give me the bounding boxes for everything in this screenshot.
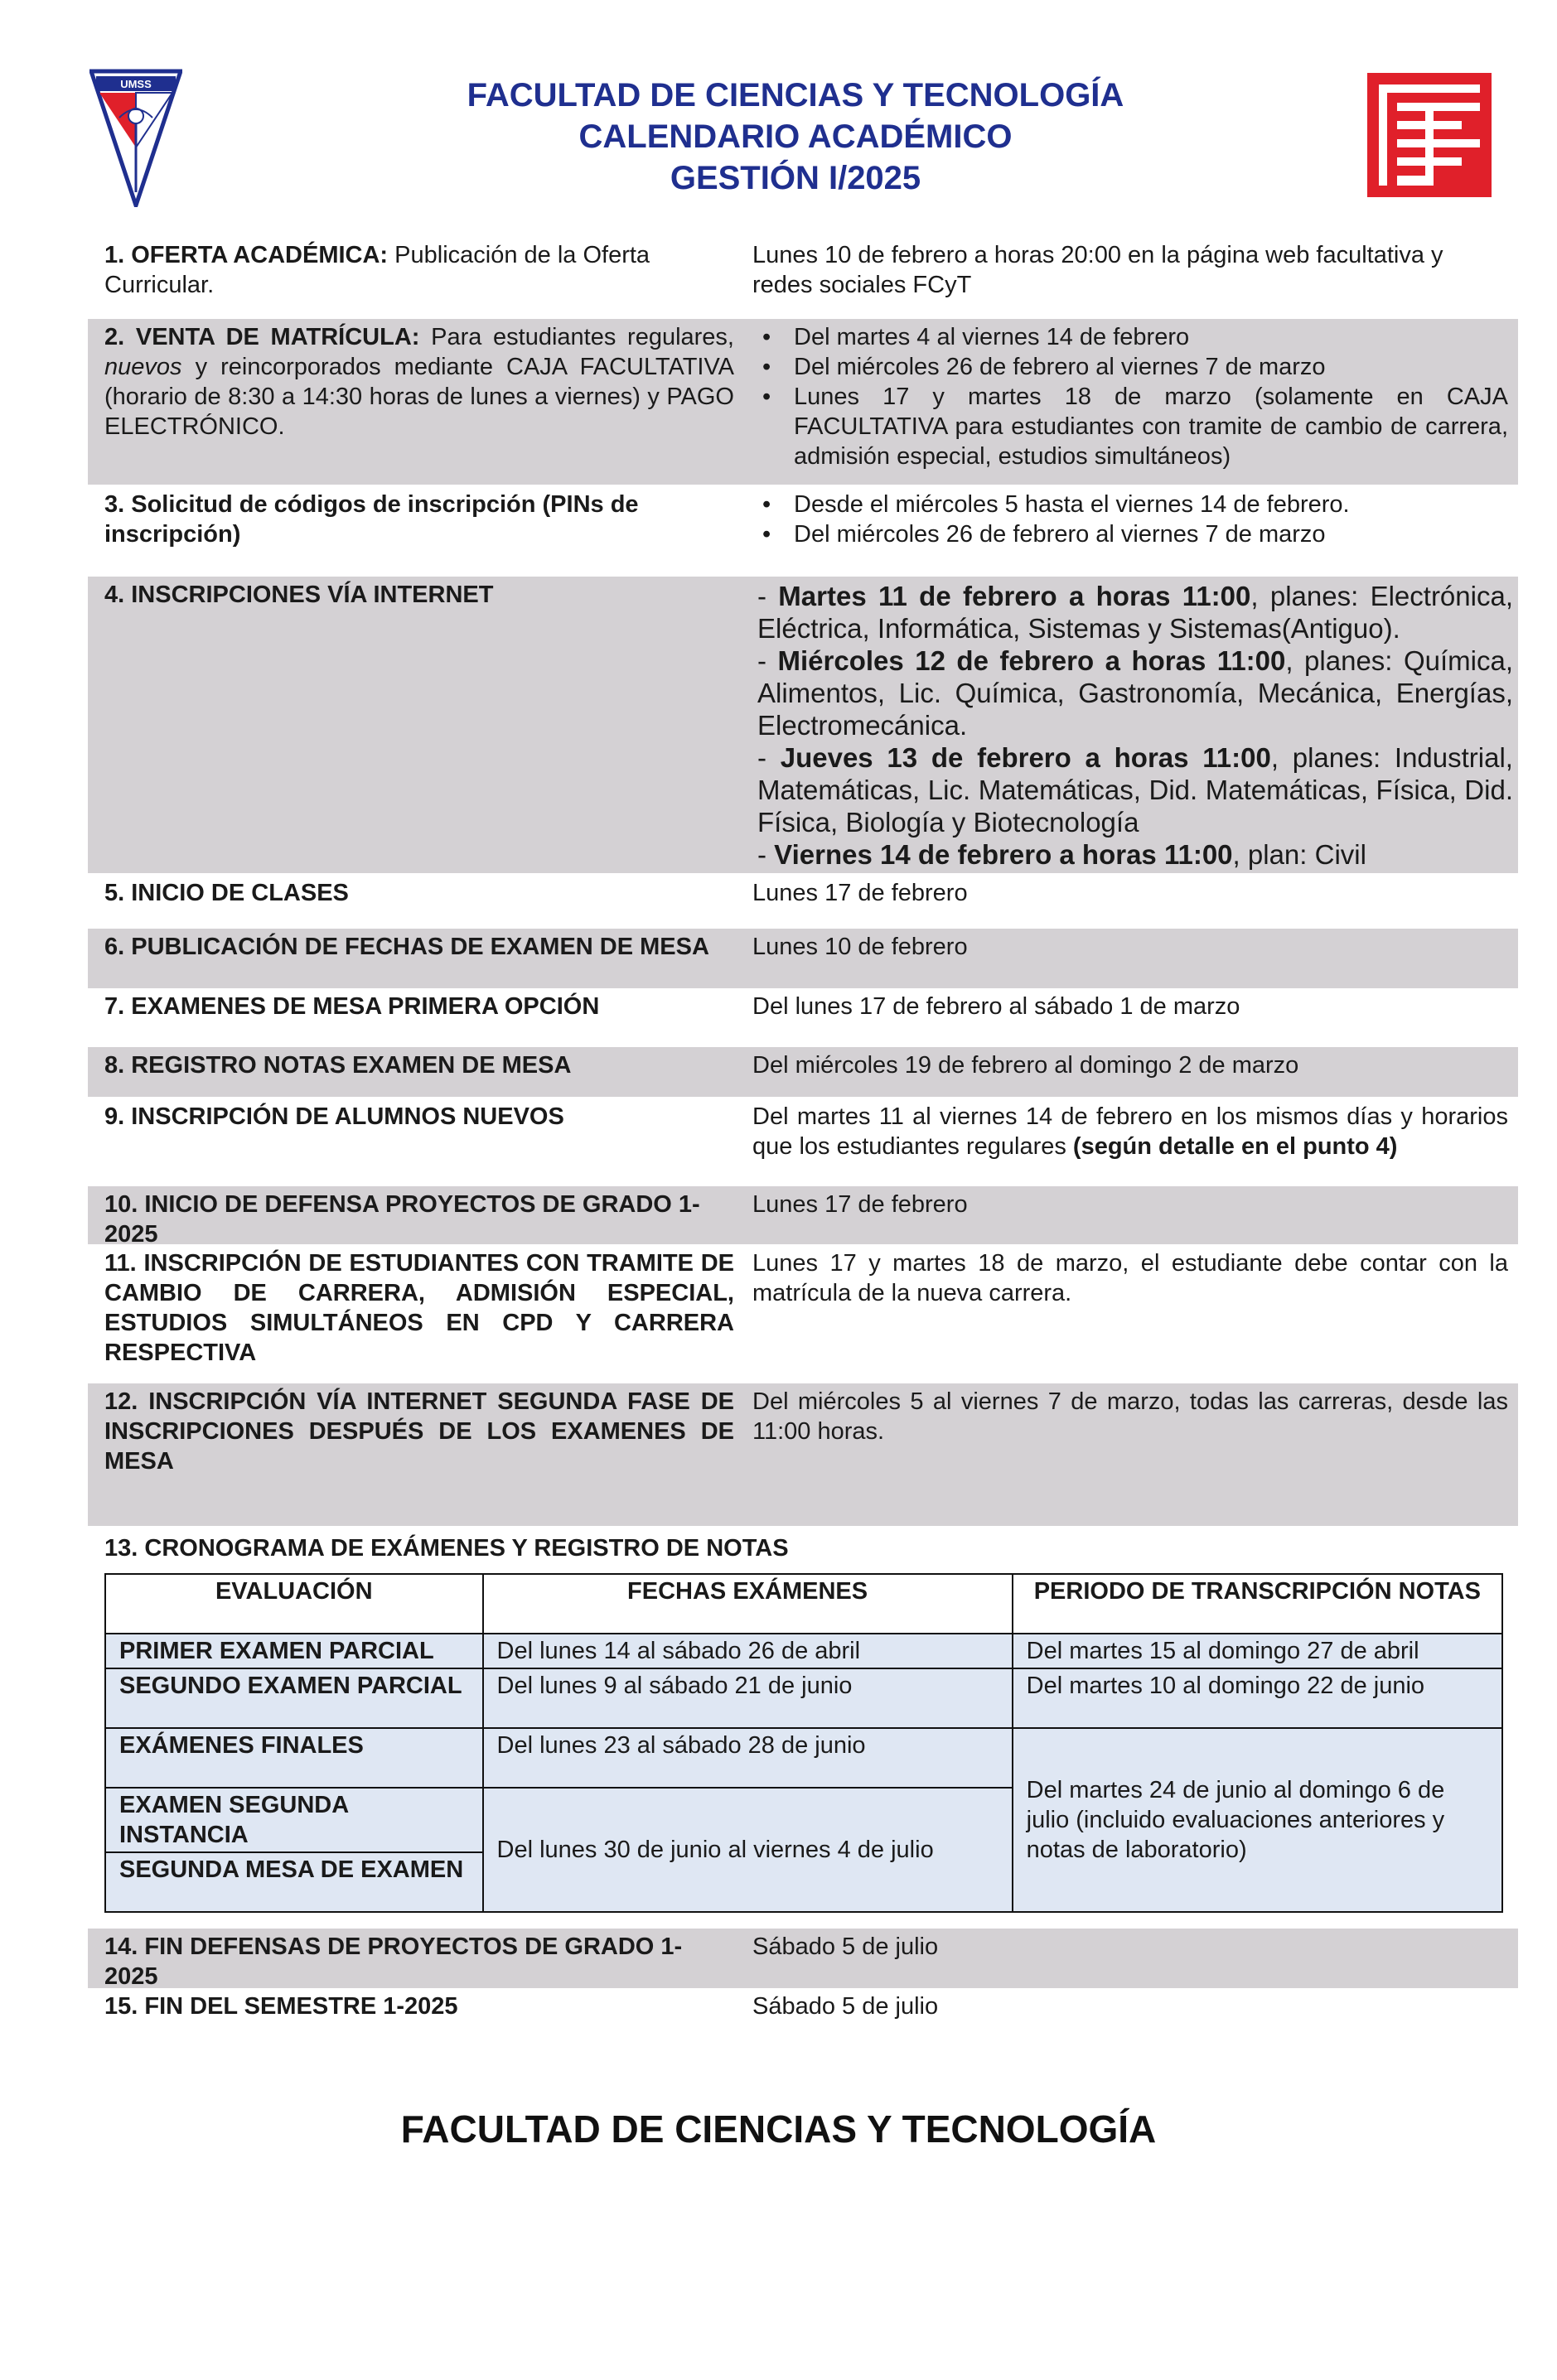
row-value: Lunes 10 de febrero a horas 20:00 en la página web facultativa y redes sociales FCyT	[752, 242, 1443, 298]
item-plans: , planes: Química, Alimentos, Lic. Química, Gastronomía, Mecánica, Energías, Electromecánica.	[757, 645, 1513, 741]
row-label-italic: nuevos	[104, 354, 182, 380]
term-title: GESTIÓN I/2025	[670, 160, 921, 196]
row-value: Del lunes 17 de febrero al sábado 1 de marzo	[752, 993, 1240, 1020]
item-prefix: -	[757, 742, 781, 773]
row-label: 5. INICIO DE CLASES	[104, 880, 349, 906]
row-alumnos-nuevos	[88, 1098, 1518, 1191]
date-list	[752, 322, 1508, 471]
list-item: • Lunes 17 y martes 18 de marzo (solamente en CAJA FACULTATIVA para estudiantes con tramite de cambio de carrera, admisión especial, estudios simultáneos)	[752, 382, 1508, 471]
list-item: • Del miércoles 26 de febrero al viernes 7 de marzo	[752, 519, 1508, 549]
row-value: Del miércoles 19 de febrero al domingo 2 de marzo	[752, 1052, 1299, 1079]
item-prefix: -	[757, 839, 775, 870]
table-row	[105, 1728, 1502, 1788]
row-label: 3. Solicitud de códigos de inscripción (PINs de inscripción)	[104, 491, 639, 548]
row-value: Lunes 17 de febrero	[752, 1191, 968, 1218]
list-item: • Desde el miércoles 5 hasta el viernes 14 de febrero.	[752, 490, 1508, 519]
schedule-item	[757, 580, 1513, 644]
row-value: Lunes 10 de febrero	[752, 934, 968, 960]
row-venta-matricula	[88, 319, 1518, 485]
row-value: Del miércoles 5 al viernes 7 de marzo, todas las carreras, desde las 11:00 horas.	[752, 1388, 1508, 1445]
exam-schedule-table	[104, 1573, 1503, 1913]
transcription-cell: Del martes 10 al domingo 22 de junio	[1013, 1668, 1502, 1728]
row-inicio-defensa	[88, 1186, 1518, 1248]
item-date: Martes 11 de febrero a horas 11:00	[778, 581, 1251, 611]
item-date: Miércoles 12 de febrero a horas 11:00	[777, 645, 1286, 676]
item-plans: , plan: Civil	[1232, 839, 1366, 870]
item-plans: , planes: Electrónica, Eléctrica, Informática, Sistemas y Sistemas(Antiguo).	[757, 581, 1513, 644]
fcyt-logo	[1367, 73, 1492, 197]
table-row	[105, 1634, 1502, 1668]
exam-dates-cell: Del lunes 14 al sábado 26 de abril	[483, 1634, 1013, 1668]
evaluation-cell: SEGUNDA MESA DE EXAMEN	[105, 1852, 483, 1912]
transcription-cell: Del martes 24 de junio al domingo 6 de julio (incluido evaluaciones anteriores y notas de laboratorio)	[1013, 1728, 1502, 1912]
row-label: 9. INSCRIPCIÓN DE ALUMNOS NUEVOS	[104, 1103, 564, 1130]
row-segunda-fase	[88, 1383, 1518, 1526]
row-cambio-carrera	[88, 1245, 1518, 1378]
section-13-title: 13. CRONOGRAMA DE EXÁMENES Y REGISTRO DE NOTAS	[104, 1535, 789, 1562]
row-value: Lunes 17 y martes 18 de marzo, el estudiante debe contar con la matrícula de la nueva carrera.	[752, 1250, 1508, 1306]
row-label: 4. INSCRIPCIONES VÍA INTERNET	[104, 582, 494, 608]
evaluation-cell: EXÁMENES FINALES	[105, 1728, 483, 1788]
row-label: 8. REGISTRO NOTAS EXAMEN DE MESA	[104, 1052, 572, 1079]
column-header: EVALUACIÓN	[105, 1574, 483, 1634]
evaluation-cell: EXAMEN SEGUNDA INSTANCIA	[105, 1788, 483, 1852]
item-date: Jueves 13 de febrero a horas 11:00	[780, 742, 1271, 773]
list-item: • Del martes 4 al viernes 14 de febrero	[752, 322, 1508, 352]
schedule-item	[757, 644, 1513, 741]
row-label: 1. OFERTA ACADÉMICA:	[104, 242, 389, 268]
calendar-title: CALENDARIO ACADÉMICO	[578, 118, 1013, 155]
footer-title: FACULTAD DE CIENCIAS Y TECNOLOGÍA	[400, 2107, 1157, 2151]
exam-dates-cell: Del lunes 9 al sábado 21 de junio	[483, 1668, 1013, 1728]
row-label: 2. VENTA DE MATRÍCULA:	[104, 324, 420, 350]
row-fin-semestre	[88, 1988, 1518, 2038]
evaluation-cell: PRIMER EXAMEN PARCIAL	[105, 1634, 483, 1668]
transcription-cell: Del martes 15 al domingo 27 de abril	[1013, 1634, 1502, 1668]
item-prefix: -	[757, 645, 778, 676]
row-fin-defensas	[88, 1929, 1518, 1988]
item-date: Viernes 14 de febrero a horas 11:00	[774, 839, 1233, 870]
column-header: FECHAS EXÁMENES	[483, 1574, 1013, 1634]
row-value: Lunes 17 de febrero	[752, 880, 968, 906]
umss-logo-text: UMSS	[120, 78, 152, 90]
row-oferta-academica	[88, 237, 1518, 303]
row-label: 11. INSCRIPCIÓN DE ESTUDIANTES CON TRAMITE DE CAMBIO DE CARRERA, ADMISIÓN ESPECIAL, ESTUDIOS SIMULTÁNEOS EN CPD Y CARRERA RESPECTIVA	[104, 1250, 734, 1366]
row-label-rest: Publicación de la Oferta Curricular.	[104, 242, 650, 298]
row-label-text: Para estudiantes regulares,	[419, 324, 734, 350]
row-value-note: (según detalle en el punto 4)	[1072, 1133, 1398, 1160]
row-value: Sábado 5 de julio	[752, 1933, 939, 1960]
row-registro-notas-mesa	[88, 1047, 1518, 1097]
row-label: 7. EXAMENES DE MESA PRIMERA OPCIÓN	[104, 993, 600, 1020]
schedule-item	[757, 838, 1513, 871]
row-label-text: y reincorporados mediante CAJA FACULTATIVA (horario de 8:30 a 14:30 horas de lunes a viernes) y PAGO ELECTRÓNICO.	[104, 354, 734, 440]
item-plans: , planes: Industrial, Matemáticas, Lic. Matemáticas, Did. Matemáticas, Física, Did. Física, Biología y Biotecnología	[757, 742, 1513, 838]
exam-dates-cell: Del lunes 30 de junio al viernes 4 de julio	[483, 1788, 1013, 1912]
row-value: Del martes 11 al viernes 14 de febrero en los mismos días y horarios que los estudiantes regulares	[752, 1103, 1508, 1160]
table-header-row	[105, 1574, 1502, 1634]
row-value: Sábado 5 de julio	[752, 1993, 939, 2020]
list-item: • Del miércoles 26 de febrero al viernes 7 de marzo	[752, 352, 1508, 382]
exam-dates-cell: Del lunes 23 al sábado 28 de junio	[483, 1728, 1013, 1788]
row-label: 10. INICIO DE DEFENSA PROYECTOS DE GRADO 1-2025	[104, 1191, 700, 1248]
row-label: 6. PUBLICACIÓN DE FECHAS DE EXAMEN DE MESA	[104, 934, 709, 960]
row-examenes-mesa	[88, 988, 1518, 1043]
row-label: 15. FIN DEL SEMESTRE 1-2025	[104, 1993, 458, 2020]
table-row	[105, 1668, 1502, 1728]
evaluation-cell: SEGUNDO EXAMEN PARCIAL	[105, 1668, 483, 1728]
row-inicio-clases	[88, 875, 1518, 924]
date-list	[752, 490, 1508, 549]
row-solicitud-pins	[88, 486, 1518, 569]
faculty-title: FACULTAD DE CIENCIAS Y TECNOLOGÍA	[467, 77, 1124, 113]
row-inscripciones-internet	[88, 577, 1518, 873]
row-label: 14. FIN DEFENSAS DE PROYECTOS DE GRADO 1-2025	[104, 1933, 683, 1990]
header-title-block	[249, 75, 1342, 199]
row-label: 12. INSCRIPCIÓN VÍA INTERNET SEGUNDA FASE DE INSCRIPCIONES DESPUÉS DE LOS EXAMENES DE MESA	[104, 1388, 734, 1475]
umss-logo	[89, 68, 182, 207]
column-header: PERIODO DE TRANSCRIPCIÓN NOTAS	[1013, 1574, 1502, 1634]
item-prefix: -	[757, 581, 779, 611]
row-publicacion-fechas	[88, 929, 1518, 988]
schedule-item	[757, 741, 1513, 838]
